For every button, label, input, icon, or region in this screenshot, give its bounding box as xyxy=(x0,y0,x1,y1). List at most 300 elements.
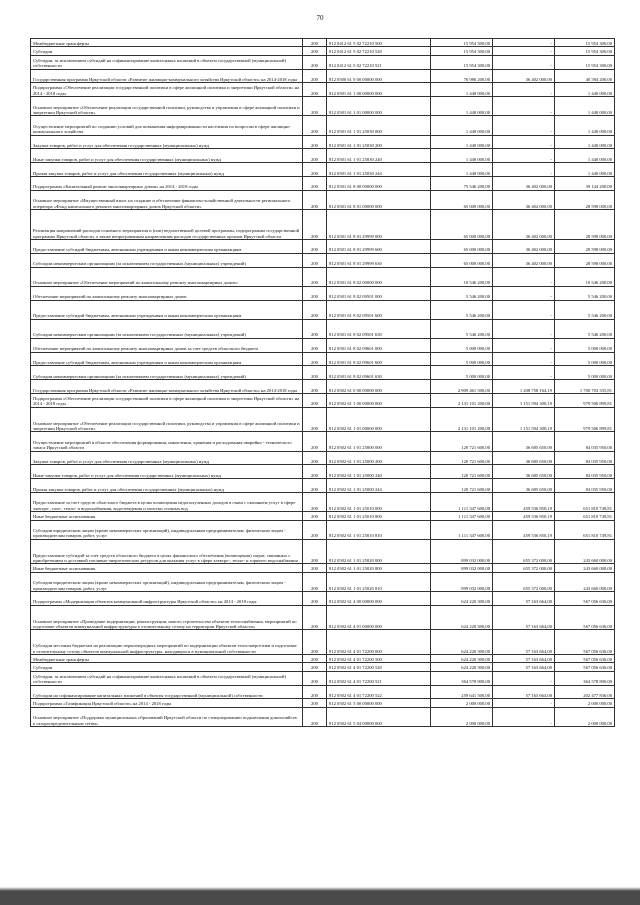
cell-amount-change: 36 685 650,00 xyxy=(493,451,555,465)
cell-admin-code: 200 xyxy=(303,267,327,286)
table-row xyxy=(31,591,615,605)
cell-classification-code: 812 0412 61 5 02 72210 520 xyxy=(327,47,431,55)
table-row xyxy=(31,699,615,707)
cell-amount-total: 1 440 000,00 xyxy=(555,83,615,97)
table-row xyxy=(31,116,615,135)
cell-classification-code: 812 0501 61 1 01 25030 000 xyxy=(327,116,431,135)
table-row xyxy=(31,366,615,380)
cell-classification-code: 812 0502 61 4 01 72200 000 xyxy=(327,630,431,655)
cell-description: Подпрограмма «Капитальный ремонт многоквартирных домов» на 2014 - 2018 годы xyxy=(31,176,303,190)
table-row xyxy=(31,47,615,55)
cell-admin-code: 200 xyxy=(303,97,327,116)
cell-amount-change: - xyxy=(493,163,555,177)
cell-admin-code: 200 xyxy=(303,286,327,300)
cell-classification-code: 812 0501 61 8 01 29999 000 xyxy=(327,209,431,239)
cell-amount-total: 15 954 300,00 xyxy=(555,55,615,69)
budget-table-body xyxy=(31,39,615,727)
table-row xyxy=(31,707,615,726)
cell-amount-total: 28 598 000,00 xyxy=(555,239,615,253)
cell-admin-code: 200 xyxy=(303,253,327,267)
cell-amount-total: 15 954 300,00 xyxy=(555,47,615,55)
cell-description: Подпрограмма «Газификация Иркутской области» на 2014 - 2018 годы xyxy=(31,699,303,707)
table-row xyxy=(31,407,615,432)
cell-classification-code: 812 0501 61 8 02 09501 630 xyxy=(327,319,431,338)
table-row xyxy=(31,69,615,83)
cell-amount-total: 1 440 000,00 xyxy=(555,149,615,163)
cell-amount-total: 651 810 749,81 xyxy=(555,493,615,512)
table-row xyxy=(31,479,615,493)
table-row xyxy=(31,572,615,591)
cell-amount-change: - xyxy=(493,149,555,163)
table-row xyxy=(31,654,615,662)
cell-classification-code: 812 0501 61 8 01 29999 600 xyxy=(327,239,431,253)
table-row xyxy=(31,539,615,564)
cell-classification-code: 812 0502 61 1 00 00000 000 xyxy=(327,394,431,408)
cell-amount-approved: 2 000 000,00 xyxy=(431,699,493,707)
cell-description: Субсидии xyxy=(31,47,303,55)
cell-amount-change: 36 402 000,00 xyxy=(493,209,555,239)
cell-description: Субсидии xyxy=(31,663,303,671)
table-row xyxy=(31,394,615,408)
cell-admin-code: 200 xyxy=(303,55,327,69)
cell-classification-code: 812 0412 61 5 02 72210 521 xyxy=(327,55,431,69)
cell-amount-approved: 1 111 347 600,00 xyxy=(431,493,493,512)
cell-classification-code: 812 0502 61 4 01 72200 520 xyxy=(327,663,431,671)
cell-admin-code: 200 xyxy=(303,135,327,149)
cell-description: Основное мероприятие «Проведение модернизации, реконструкции, нового строительства объектов теплоснабжения, мероприятий по подготовке объектов коммунальной инфраструктуры к отопительному сезону на территории Иркутской области» xyxy=(31,605,303,630)
cell-amount-total: 84 035 950,00 xyxy=(555,465,615,479)
cell-description: Предоставление субсидий бюджетным, автономным учреждениям и иным некоммерческим организациям xyxy=(31,300,303,319)
table-row xyxy=(31,135,615,149)
cell-amount-change: 36 402 000,00 xyxy=(493,190,555,209)
cell-amount-change: 36 402 000,00 xyxy=(493,176,555,190)
cell-admin-code: 200 xyxy=(303,319,327,338)
cell-description: Государственная программа Иркутской области «Развитие жилищно-коммунального хозяйства Иркутской области» на 2014-2018 годы xyxy=(31,380,303,394)
cell-amount-approved: 120 721 600,00 xyxy=(431,465,493,479)
cell-amount-total: 979 506 899,81 xyxy=(555,394,615,408)
cell-amount-change: - xyxy=(493,116,555,135)
cell-description: Закупка товаров, работ и услуг для обеспечения государственных (муниципальных) нужд xyxy=(31,451,303,465)
cell-description: Основное мероприятие «Поддержка муниципальных образований Иркутской области по стимулированию подключения домохозяйств к газораспределительным сетям» xyxy=(31,707,303,726)
table-row xyxy=(31,253,615,267)
cell-admin-code: 200 xyxy=(303,520,327,539)
cell-admin-code: 200 xyxy=(303,432,327,451)
cell-description: Основное мероприятие «Обеспечение реализации государственной политики, руководства и управления в сфере жилищной политики и энергетики Иркутской области» xyxy=(31,407,303,432)
cell-amount-approved: 5 000 000,00 xyxy=(431,352,493,366)
cell-classification-code: 812 0502 61 1 01 25010 810 xyxy=(327,520,431,539)
cell-description: Субсидии некоммерческим организациям (за исключением государственных (муниципальных) учреждений) xyxy=(31,253,303,267)
cell-description: Иные бюджетные ассигнования xyxy=(31,564,303,572)
cell-amount-change: 57 163 664,00 xyxy=(493,630,555,655)
cell-description: Иные закупки товаров, работ и услуг для обеспечения государственных (муниципальных) нужд xyxy=(31,465,303,479)
cell-amount-total: 567 056 636,00 xyxy=(555,663,615,671)
cell-classification-code: 812 0501 61 8 02 00000 000 xyxy=(327,267,431,286)
cell-amount-change: 57 163 664,00 xyxy=(493,654,555,662)
cell-description: Подпрограмма «Обеспечение реализации государственной политики в сфере жилищной политики и энергетики Иркутской области» на 2014 - 2018 годы xyxy=(31,394,303,408)
cell-amount-approved: 65 000 000,00 xyxy=(431,209,493,239)
cell-amount-total: 5 000 000,00 xyxy=(555,366,615,380)
cell-amount-total: 567 056 636,00 xyxy=(555,630,615,655)
cell-amount-approved: 1 440 000,00 xyxy=(431,83,493,97)
cell-classification-code: 812 0502 61 1 01 25000 200 xyxy=(327,451,431,465)
cell-amount-change: 1 151 594 300,19 xyxy=(493,394,555,408)
table-row xyxy=(31,190,615,209)
cell-amount-total: 1 440 000,00 xyxy=(555,135,615,149)
cell-admin-code: 200 xyxy=(303,451,327,465)
cell-admin-code: 200 xyxy=(303,47,327,55)
cell-amount-total: 5 546 200,00 xyxy=(555,286,615,300)
cell-classification-code: 812 0501 61 8 02 09601 630 xyxy=(327,366,431,380)
cell-description: Предоставление субсидий бюджетным, автономным учреждениям и иным некоммерческим организациям xyxy=(31,239,303,253)
cell-admin-code: 200 xyxy=(303,564,327,572)
cell-admin-code: 200 xyxy=(303,116,327,135)
cell-description: Иные бюджетные ассигнования xyxy=(31,512,303,520)
cell-amount-approved: 76 986 200,00 xyxy=(431,69,493,83)
cell-amount-change: 655 372 000,00 xyxy=(493,572,555,591)
cell-admin-code: 200 xyxy=(303,663,327,671)
cell-amount-change: 57 163 664,00 xyxy=(493,685,555,699)
cell-amount-change: 459 536 850,19 xyxy=(493,512,555,520)
cell-admin-code: 200 xyxy=(303,163,327,177)
cell-admin-code: 200 xyxy=(303,671,327,685)
cell-amount-approved: 10 546 200,00 xyxy=(431,267,493,286)
cell-admin-code: 200 xyxy=(303,630,327,655)
cell-admin-code: 200 xyxy=(303,591,327,605)
cell-amount-change: 459 536 850,19 xyxy=(493,520,555,539)
cell-amount-total: 1 440 000,00 xyxy=(555,163,615,177)
cell-amount-total: 5 000 000,00 xyxy=(555,352,615,366)
cell-description: Предоставление субсидий бюджетным, автономным учреждениям и иным некоммерческим организациям xyxy=(31,352,303,366)
cell-classification-code: 812 0501 61 1 01 00000 000 xyxy=(327,97,431,116)
cell-amount-change: 36 685 650,00 xyxy=(493,479,555,493)
cell-classification-code: 812 0502 61 1 01 25000 000 xyxy=(327,432,431,451)
cell-amount-approved: 120 721 600,00 xyxy=(431,451,493,465)
cell-amount-approved: 5 000 000,00 xyxy=(431,338,493,352)
cell-amount-approved: 1 440 000,00 xyxy=(431,135,493,149)
table-row xyxy=(31,55,615,69)
cell-description: Межбюджетные трансферты xyxy=(31,39,303,47)
cell-amount-total: 567 056 636,00 xyxy=(555,654,615,662)
cell-classification-code: 812 0412 61 5 02 72210 500 xyxy=(327,39,431,47)
cell-amount-approved: 120 721 600,00 xyxy=(431,479,493,493)
cell-amount-total: 84 035 950,00 xyxy=(555,479,615,493)
cell-admin-code: 200 xyxy=(303,239,327,253)
cell-amount-change: - xyxy=(493,55,555,69)
table-row xyxy=(31,163,615,177)
cell-amount-change: - xyxy=(493,286,555,300)
cell-amount-change: - xyxy=(493,707,555,726)
cell-classification-code: 812 0502 61 1 01 00000 000 xyxy=(327,407,431,432)
cell-description: Прочая закупка товаров, работ и услуг для обеспечения государственных (муниципальных) нужд xyxy=(31,479,303,493)
cell-amount-change: 459 536 850,19 xyxy=(493,493,555,512)
cell-amount-change: 36 402 000,00 xyxy=(493,69,555,83)
cell-amount-approved: 1 440 000,00 xyxy=(431,97,493,116)
cell-amount-total: 15 954 300,00 xyxy=(555,39,615,47)
cell-amount-approved: 15 954 300,00 xyxy=(431,39,493,47)
cell-description: Основное мероприятие «Обеспечение мероприятий по капитальному ремонту многоквартирных домов» xyxy=(31,267,303,286)
table-row xyxy=(31,512,615,520)
cell-amount-total: 2 000 000,00 xyxy=(555,707,615,726)
cell-amount-approved: 15 954 300,00 xyxy=(431,47,493,55)
table-row xyxy=(31,493,615,512)
cell-amount-approved: 65 000 000,00 xyxy=(431,239,493,253)
cell-admin-code: 200 xyxy=(303,366,327,380)
cell-admin-code: 200 xyxy=(303,352,327,366)
cell-description: Субсидии, за исключением субсидий на софинансирование капитальных вложений в объекты государственной (муниципальной) собственности xyxy=(31,55,303,69)
cell-admin-code: 200 xyxy=(303,338,327,352)
table-row xyxy=(31,671,615,685)
scan-bottom-edge xyxy=(0,891,640,905)
table-row xyxy=(31,380,615,394)
cell-amount-approved: 364 578 800,00 xyxy=(431,671,493,685)
cell-amount-approved: 120 721 600,00 xyxy=(431,432,493,451)
cell-amount-total: 84 035 950,00 xyxy=(555,432,615,451)
cell-amount-approved: 1 111 347 600,00 xyxy=(431,512,493,520)
table-row xyxy=(31,267,615,286)
cell-description: Предоставление субсидий за счет средств областного бюджета в целях финансового обеспечения (возмещения) затрат, связанных с приобретением и доставкой топливно-энергетических ресурсов для оказания услуг в сфере электро-, тепло- и горячего водоснабжения xyxy=(31,539,303,564)
table-row xyxy=(31,432,615,451)
cell-description: Субсидии юридическим лицам (кроме некоммерческих организаций), индивидуальным предпринимателям, физическим лицам - производителям товаров, работ, услуг xyxy=(31,572,303,591)
cell-classification-code: 812 0502 61 5 00 00000 000 xyxy=(327,699,431,707)
cell-admin-code: 200 xyxy=(303,479,327,493)
cell-admin-code: 200 xyxy=(303,394,327,408)
cell-description: Государственная программа Иркутской области «Развитие жилищно-коммунального хозяйства Иркутской области» на 2014-2018 годы xyxy=(31,69,303,83)
cell-amount-change: - xyxy=(493,352,555,366)
table-row xyxy=(31,564,615,572)
cell-amount-total: 243 660 000,00 xyxy=(555,572,615,591)
cell-amount-change: 36 685 650,00 xyxy=(493,432,555,451)
table-row xyxy=(31,685,615,699)
cell-amount-approved: 1 440 000,00 xyxy=(431,149,493,163)
cell-admin-code: 200 xyxy=(303,300,327,319)
cell-classification-code: 812 0502 61 4 01 72200 521 xyxy=(327,671,431,685)
table-row xyxy=(31,451,615,465)
cell-admin-code: 200 xyxy=(303,176,327,190)
cell-amount-approved: 65 000 000,00 xyxy=(431,190,493,209)
cell-classification-code: 812 0502 61 0 00 00000 000 xyxy=(327,380,431,394)
cell-amount-approved: 899 032 000,00 xyxy=(431,539,493,564)
cell-amount-change: - xyxy=(493,39,555,47)
table-row xyxy=(31,520,615,539)
cell-amount-approved: 2 909 461 500,00 xyxy=(431,380,493,394)
cell-amount-total: 979 506 899,81 xyxy=(555,407,615,432)
cell-classification-code: 812 0501 61 8 02 09601 000 xyxy=(327,338,431,352)
cell-classification-code: 812 0501 61 1 00 00000 000 xyxy=(327,83,431,97)
cell-classification-code: 812 0502 61 1 01 25000 244 xyxy=(327,479,431,493)
cell-admin-code: 200 xyxy=(303,654,327,662)
cell-classification-code: 812 0502 61 1 01 25000 240 xyxy=(327,465,431,479)
cell-amount-change: - xyxy=(493,47,555,55)
cell-amount-approved: 5 000 000,00 xyxy=(431,366,493,380)
cell-amount-change: 36 402 000,00 xyxy=(493,253,555,267)
cell-amount-total: 651 810 749,81 xyxy=(555,520,615,539)
cell-classification-code: 812 0501 61 8 02 09501 000 xyxy=(327,286,431,300)
cell-classification-code: 812 0500 61 0 00 00000 000 xyxy=(327,69,431,83)
cell-amount-approved: 5 546 200,00 xyxy=(431,300,493,319)
cell-amount-approved: 5 546 200,00 xyxy=(431,286,493,300)
table-row xyxy=(31,209,615,239)
cell-admin-code: 200 xyxy=(303,465,327,479)
cell-admin-code: 200 xyxy=(303,512,327,520)
table-row xyxy=(31,83,615,97)
cell-amount-approved: 624 220 300,00 xyxy=(431,605,493,630)
cell-amount-change: - xyxy=(493,338,555,352)
cell-amount-approved: 624 220 300,00 xyxy=(431,591,493,605)
cell-description: Субсидии юридическим лицам (кроме некоммерческих организаций), индивидуальным предпринимателям, физическим лицам - производителям товаров, работ, услуг xyxy=(31,520,303,539)
cell-amount-change: - xyxy=(493,319,555,338)
cell-amount-approved: 899 032 000,00 xyxy=(431,564,493,572)
cell-classification-code: 812 0501 61 1 01 25030 244 xyxy=(327,163,431,177)
cell-description: Межбюджетные трансферты xyxy=(31,654,303,662)
cell-admin-code: 200 xyxy=(303,605,327,630)
cell-amount-total: 84 035 950,00 xyxy=(555,451,615,465)
cell-description: Обеспечение мероприятий по капитальному ремонту многоквартирных домов xyxy=(31,286,303,300)
cell-amount-change: 57 163 664,00 xyxy=(493,591,555,605)
cell-admin-code: 200 xyxy=(303,39,327,47)
cell-classification-code: 812 0502 61 4 00 00000 000 xyxy=(327,591,431,605)
cell-amount-total: 5 546 200,00 xyxy=(555,319,615,338)
cell-admin-code: 200 xyxy=(303,380,327,394)
cell-admin-code: 200 xyxy=(303,572,327,591)
cell-description: Предоставление за счет средств областного бюджета в целях возмещения недополученных доходов в связи с оказанием услуг в сфере электро-, газо-, тепло- и водоснабжения, водоотведения и очистки сточных вод xyxy=(31,493,303,512)
cell-amount-change: - xyxy=(493,300,555,319)
cell-amount-change: 57 163 664,00 xyxy=(493,663,555,671)
budget-table xyxy=(30,38,615,727)
cell-amount-total: 5 000 000,00 xyxy=(555,338,615,352)
cell-classification-code: 812 0501 61 1 01 25030 240 xyxy=(327,149,431,163)
cell-description: Основное мероприятие «Обеспечение реализации государственной политики, руководства и управления в сфере жилищной политики и энергетики Иркутской области» xyxy=(31,97,303,116)
cell-classification-code: 812 0502 61 4 01 72200 522 xyxy=(327,685,431,699)
table-row xyxy=(31,286,615,300)
cell-classification-code: 812 0501 61 8 01 00000 000 xyxy=(327,190,431,209)
cell-admin-code: 200 xyxy=(303,149,327,163)
cell-amount-change: 655 372 000,00 xyxy=(493,539,555,564)
page-number: 70 xyxy=(316,14,324,22)
table-row xyxy=(31,97,615,116)
cell-amount-total: 567 056 636,00 xyxy=(555,591,615,605)
cell-amount-total: 39 144 200,00 xyxy=(555,176,615,190)
cell-classification-code: 812 0501 61 1 01 25030 200 xyxy=(327,135,431,149)
cell-amount-approved: 624 220 300,00 xyxy=(431,663,493,671)
cell-amount-change: - xyxy=(493,267,555,286)
cell-admin-code: 200 xyxy=(303,493,327,512)
cell-amount-approved: 1 440 000,00 xyxy=(431,163,493,177)
cell-amount-total: 364 578 800,00 xyxy=(555,671,615,685)
table-row xyxy=(31,352,615,366)
cell-admin-code: 200 xyxy=(303,707,327,726)
cell-description: Основное мероприятие «Имущественный взнос на создание и обеспечение финансово-хозяйственной деятельности регионального оператора «Фонд капитального ремонта многоквартирных домов Иркутской области» xyxy=(31,190,303,209)
cell-amount-change: 1 208 758 164,19 xyxy=(493,380,555,394)
cell-amount-total: 567 056 636,00 xyxy=(555,605,615,630)
cell-amount-change: 655 372 000,00 xyxy=(493,564,555,572)
cell-description: Субсидии на софинансирование капитальных вложений в объекты государственной (муниципальной) собственности xyxy=(31,685,303,699)
cell-description: Подпрограмма «Обеспечение реализации государственной политики в сфере жилищной политики и энергетики Иркутской области» на 2014 - 2018 годы xyxy=(31,83,303,97)
cell-amount-approved: 1 440 000,00 xyxy=(431,116,493,135)
cell-description: Иные закупки товаров, работ и услуг для обеспечения государственных (муниципальных) нужд xyxy=(31,149,303,163)
cell-amount-approved: 2 131 101 200,00 xyxy=(431,394,493,408)
cell-admin-code: 200 xyxy=(303,539,327,564)
cell-description: Субсидии, за исключением субсидий на софинансирование капитальных вложений в объекты государственной (муниципальной) собственности xyxy=(31,671,303,685)
table-row xyxy=(31,300,615,319)
table-row xyxy=(31,338,615,352)
cell-amount-approved: 75 546 200,00 xyxy=(431,176,493,190)
cell-amount-total: 1 700 703 335,81 xyxy=(555,380,615,394)
cell-classification-code: 812 0502 61 1 01 25010 000 xyxy=(327,493,431,512)
cell-amount-approved: 624 220 300,00 xyxy=(431,654,493,662)
cell-admin-code: 200 xyxy=(303,83,327,97)
cell-classification-code: 812 0502 61 5 04 00000 000 xyxy=(327,707,431,726)
cell-amount-change: 1 151 594 300,19 xyxy=(493,407,555,432)
cell-amount-total: 28 598 000,00 xyxy=(555,190,615,209)
cell-description: Субсидии некоммерческим организациям (за исключением государственных (муниципальных) учреждений) xyxy=(31,319,303,338)
cell-amount-change: - xyxy=(493,671,555,685)
cell-amount-total: 28 598 000,00 xyxy=(555,253,615,267)
cell-amount-approved: 259 641 500,00 xyxy=(431,685,493,699)
table-row xyxy=(31,605,615,630)
cell-amount-approved: 899 032 000,00 xyxy=(431,572,493,591)
cell-description: Обеспечение мероприятий по капитальному ремонту многоквартирных домов за счет средств областного бюджета xyxy=(31,338,303,352)
cell-classification-code: 812 0502 61 4 01 00000 000 xyxy=(327,605,431,630)
cell-admin-code: 200 xyxy=(303,699,327,707)
cell-classification-code: 812 0502 61 1 01 25020 810 xyxy=(327,572,431,591)
cell-amount-change: - xyxy=(493,699,555,707)
cell-description: Осуществление мероприятий в области обеспечения формирования, накопления, хранения и расходования аварийно - технического запаса Иркутской области xyxy=(31,432,303,451)
cell-amount-approved: 65 000 000,00 xyxy=(431,253,493,267)
cell-classification-code: 812 0501 61 8 00 00000 000 xyxy=(327,176,431,190)
cell-description: Реализация направлений расходов основного мероприятия и (или) ведомственной целевой программы, подпрограммы государственной программы Иркутской области, а также непрограммным направлениям расходов государственных органов Иркутской области xyxy=(31,209,303,239)
table-row xyxy=(31,239,615,253)
table-row xyxy=(31,319,615,338)
cell-amount-total: 40 584 200,00 xyxy=(555,69,615,83)
cell-amount-total: 10 546 200,00 xyxy=(555,267,615,286)
cell-description: Прочая закупка товаров, работ и услуг для обеспечения государственных (муниципальных) нужд xyxy=(31,163,303,177)
cell-amount-total: 1 440 000,00 xyxy=(555,97,615,116)
cell-amount-approved: 15 954 300,00 xyxy=(431,55,493,69)
cell-classification-code: 812 0501 61 8 01 29999 630 xyxy=(327,253,431,267)
cell-description: Осуществление мероприятий по созданию условий для повышения информированности населения по вопросам в сфере жилищно-коммунального хозяйства xyxy=(31,116,303,135)
cell-classification-code: 812 0501 61 8 02 09501 600 xyxy=(327,300,431,319)
table-row xyxy=(31,465,615,479)
cell-admin-code: 200 xyxy=(303,69,327,83)
cell-admin-code: 200 xyxy=(303,190,327,209)
cell-amount-total: 651 810 749,81 xyxy=(555,512,615,520)
cell-admin-code: 200 xyxy=(303,407,327,432)
cell-amount-approved: 2 000 000,00 xyxy=(431,707,493,726)
cell-amount-change: 36 685 650,00 xyxy=(493,465,555,479)
cell-amount-total: 2 000 000,00 xyxy=(555,699,615,707)
cell-amount-total: 202 477 836,00 xyxy=(555,685,615,699)
cell-classification-code: 812 0502 61 1 01 25020 000 xyxy=(327,539,431,564)
cell-amount-approved: 1 111 347 600,00 xyxy=(431,520,493,539)
cell-amount-change: - xyxy=(493,97,555,116)
cell-amount-approved: 624 220 300,00 xyxy=(431,630,493,655)
cell-classification-code: 812 0502 61 4 01 72200 500 xyxy=(327,654,431,662)
cell-amount-approved: 2 131 101 200,00 xyxy=(431,407,493,432)
table-row xyxy=(31,630,615,655)
cell-amount-total: 1 440 000,00 xyxy=(555,116,615,135)
cell-classification-code: 812 0502 61 1 01 25010 800 xyxy=(327,512,431,520)
cell-amount-change: - xyxy=(493,83,555,97)
cell-description: Субсидии некоммерческим организациям (за исключением государственных (муниципальных) учреждений) xyxy=(31,366,303,380)
cell-amount-total: 28 598 000,00 xyxy=(555,209,615,239)
table-row xyxy=(31,663,615,671)
cell-amount-total: 5 546 200,00 xyxy=(555,300,615,319)
table-row xyxy=(31,39,615,47)
table-row xyxy=(31,149,615,163)
cell-amount-change: - xyxy=(493,366,555,380)
cell-description: Субсидии местным бюджетам на реализацию первоочередных мероприятий по модернизации объектов теплоэнергетики и подготовке к отопительному сезону объектов коммунальной инфраструктуры, находящихся в муниципальной собственности xyxy=(31,630,303,655)
cell-amount-approved: 5 546 200,00 xyxy=(431,319,493,338)
